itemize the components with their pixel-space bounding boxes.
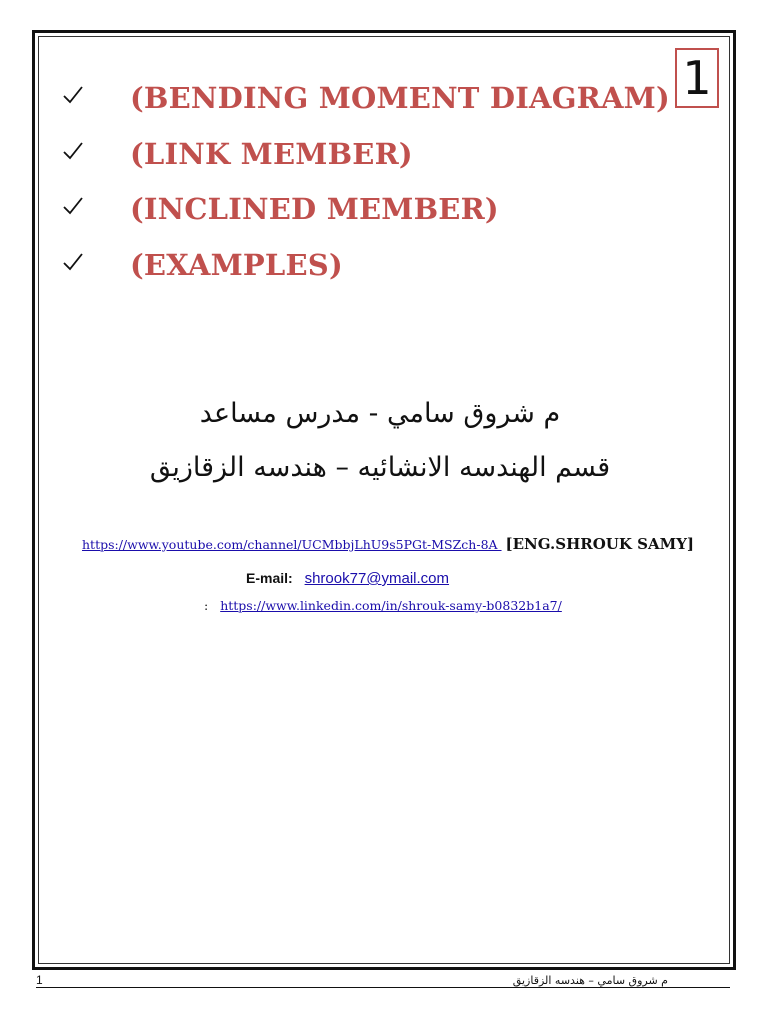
footer-rule — [36, 987, 730, 988]
page-number-box: 1 — [675, 48, 719, 108]
topic-item — [62, 189, 662, 229]
checkmark-icon — [62, 140, 84, 162]
topic-item — [62, 245, 662, 285]
topic-label: (BENDING MOMENT DIAGRAM) — [130, 81, 670, 115]
checkmark-icon — [62, 195, 84, 217]
youtube-link[interactable]: https://www.youtube.com/channel/UCMbbjLhU9s5PGt-MSZch-8A — [82, 537, 502, 552]
linkedin-link[interactable]: https://www.linkedin.com/in/shrouk-samy-b0832b1a7/ — [220, 598, 562, 613]
footer-text: م شروق سامي – هندسه الزقازيق — [512, 974, 668, 987]
email-label: E-mail: — [246, 570, 293, 586]
department-line: قسم الهندسه الانشائيه – هندسه الزقازيق — [149, 452, 611, 483]
footer-page-number: 1 — [36, 973, 43, 987]
page-border-inner — [38, 36, 730, 964]
youtube-channel-name: [ENG.SHROUK SAMY] — [505, 535, 695, 553]
topic-label: (EXAMPLES) — [130, 248, 343, 282]
linkedin-prefix: : — [204, 598, 209, 613]
checkmark-icon — [62, 84, 84, 106]
topic-item — [62, 78, 670, 118]
topic-item — [62, 134, 662, 174]
youtube-row — [82, 534, 694, 553]
topic-label: (INCLINED MEMBER) — [130, 192, 499, 226]
checkmark-icon — [62, 251, 84, 273]
linkedin-row — [204, 598, 562, 613]
topic-label: (LINK MEMBER) — [130, 137, 413, 171]
email-link[interactable]: shrook77@ymail.com — [304, 570, 450, 587]
author-name-line: م شروق سامي - مدرس مساعد — [199, 398, 561, 429]
email-row — [246, 570, 449, 587]
